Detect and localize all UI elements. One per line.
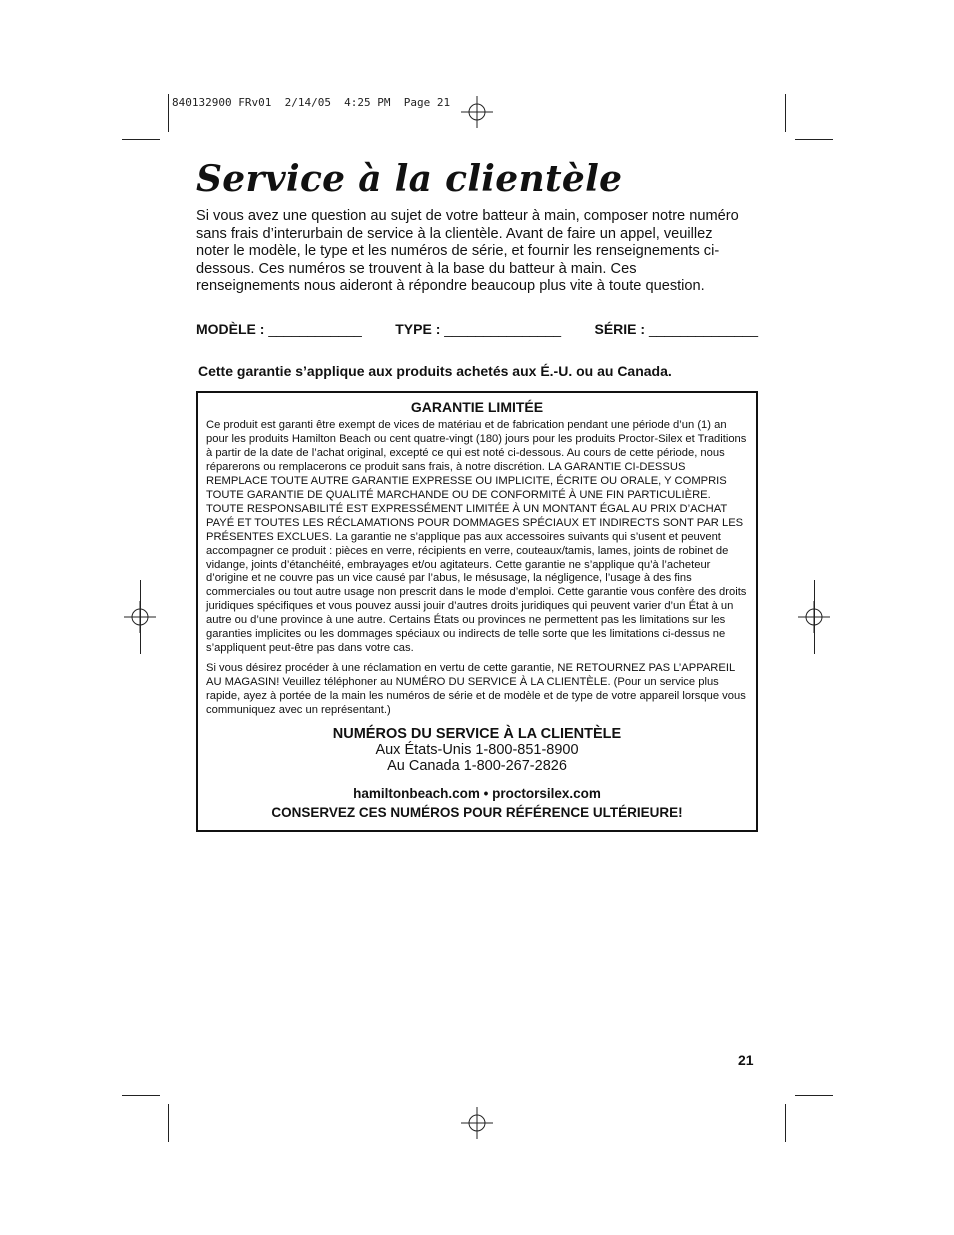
phone-us: Aux États-Unis 1-800-851-8900 [375, 742, 579, 759]
model-field-label: MODÈLE : [196, 321, 265, 337]
crop-mark-bottom-right-vertical [785, 1104, 786, 1142]
websites: hamiltonbeach.com • proctorsilex.com [353, 786, 601, 802]
crop-mark-bottom-right-horizontal [795, 1095, 833, 1096]
printer-slug: 840132900 FRv01 2/14/05 4:25 PM Page 21 [172, 96, 451, 109]
type-field-label: TYPE : [395, 321, 441, 337]
warranty-box [196, 391, 758, 832]
keep-numbers-note: CONSERVEZ CES NUMÉROS POUR RÉFÉRENCE ULTÉRIEURE! [271, 805, 683, 821]
type-field [395, 321, 561, 337]
crop-mark-top-left-vertical [168, 94, 169, 132]
warranty-title: GARANTIE LIMITÉE [410, 399, 544, 415]
registration-line-right [814, 580, 815, 654]
intro-paragraph: Si vous avez une question au sujet de votre batteur à main, composer notre numéro sans frais d’interurbain de service à la clientèle. Avant de faire un appel, veuillez noter le modèle, le type et les numéros de série, et fournir les renseignements ci-dessous. Ces numéros se trouvent à la base du batteur à main. Ces renseignements nous aideront à répondre beaucoup plus vite à toute question. [196, 208, 739, 294]
serial-field-blank: ______________ [648, 321, 758, 337]
warranty-paragraph-2: Si vous désirez procéder à une réclamation en vertu de cette garantie, NE RETOURNEZ PAS L’APPAREIL AU MAGASIN! Veuillez téléphoner au NUMÉRO DU SERVICE À LA CLIENTÈLE. (Pour un service plus rapide, ayez à portée de la main les numéros de série et de modèle et de type de votre appareil lorsque vous communiquez avec un représentant.) [206, 662, 746, 717]
crop-mark-bottom-left-horizontal [122, 1095, 160, 1096]
registration-mark-top-icon [461, 96, 493, 128]
page-number: 21 [738, 1052, 754, 1068]
product-info-fields [196, 321, 758, 337]
registration-mark-bottom-icon [461, 1107, 493, 1139]
model-field [196, 321, 362, 337]
warranty-scope-note: Cette garantie s’applique aux produits achetés aux É.-U. ou au Canada. [198, 363, 672, 379]
registration-line-left [140, 580, 141, 654]
crop-mark-top-right-horizontal [795, 139, 833, 140]
serial-field-label: SÉRIE : [594, 321, 646, 337]
crop-mark-bottom-left-vertical [168, 1104, 169, 1142]
model-field-blank: ____________ [268, 321, 362, 337]
warranty-paragraph-1: Ce produit est garanti être exempt de vices de matériau et de fabrication pendant une période d’un (1) an pour les produits Hamilton Beach ou cent quatre-vingt (180) jours pour les produits Proctor-Silex et Traditions à partir de la date de l’achat original, excepté ce qui est noté ci-dessous. Au cours de cette période, nous réparerons ou remplacerons ce produit sans frais, à notre discrétion. LA GARANTIE CI-DESSUS REMPLACE TOUTE AUTRE GARANTIE EXPRESSE OU IMPLICITE, ÉCRITE OU ORALE, Y COMPRIS TOUTE GARANTIE DE QUALITÉ MARCHANDE OU DE CONFORMITÉ À UNE FIN PARTICULIÈRE. TOUTE RESPONSABILITÉ EST EXPRESSÉMENT LIMITÉE À UN MONTANT ÉGAL AU PRIX D’ACHAT PAYÉ ET TOUTES LES RÉCLAMATIONS POUR DOMMAGES SPÉCIAUX ET INDIRECTS SONT PAR LES PRÉSENTES EXCLUES. La garantie ne s’applique pas aux accessoires suivants qui s’usent et peuvent accompagner ce produit : pièces en verre, récipients en verre, couteaux/tamis, lames, joints de robinet de vidange, joints d’étanchéité, embrayages et/ou agitateurs. Cette garantie ne s’applique qu’à l’acheteur d’origine et ne couvre pas un vice causé par l’abus, le mésusage, la négligence, l’usage à des fins commerciales ou tout autre usage non prescrit dans le mode d’emploi. Cette garantie vous confère des droits juridiques spécifiques et vous pouvez aussi jouir d’autres droits juridiques qui peuvent varier d’un État à un autre ou d’une province à une autre. Certains États ou provinces ne permettent pas les limitations sur les garanties implicites ou les dommages spéciaux ou indirects de telle sorte que les limitations ci-dessus ne s’appliquent peut-être pas dans votre cas. [206, 419, 747, 655]
serial-field [595, 321, 758, 337]
service-numbers-title: NUMÉROS DU SERVICE À LA CLIENTÈLE [332, 726, 622, 743]
crop-mark-top-left-horizontal [122, 139, 160, 140]
page-title: Service à la clientèle [196, 158, 623, 200]
type-field-blank: _______________ [444, 321, 562, 337]
phone-canada: Au Canada 1-800-267-2826 [387, 758, 567, 775]
crop-mark-top-right-vertical [785, 94, 786, 132]
